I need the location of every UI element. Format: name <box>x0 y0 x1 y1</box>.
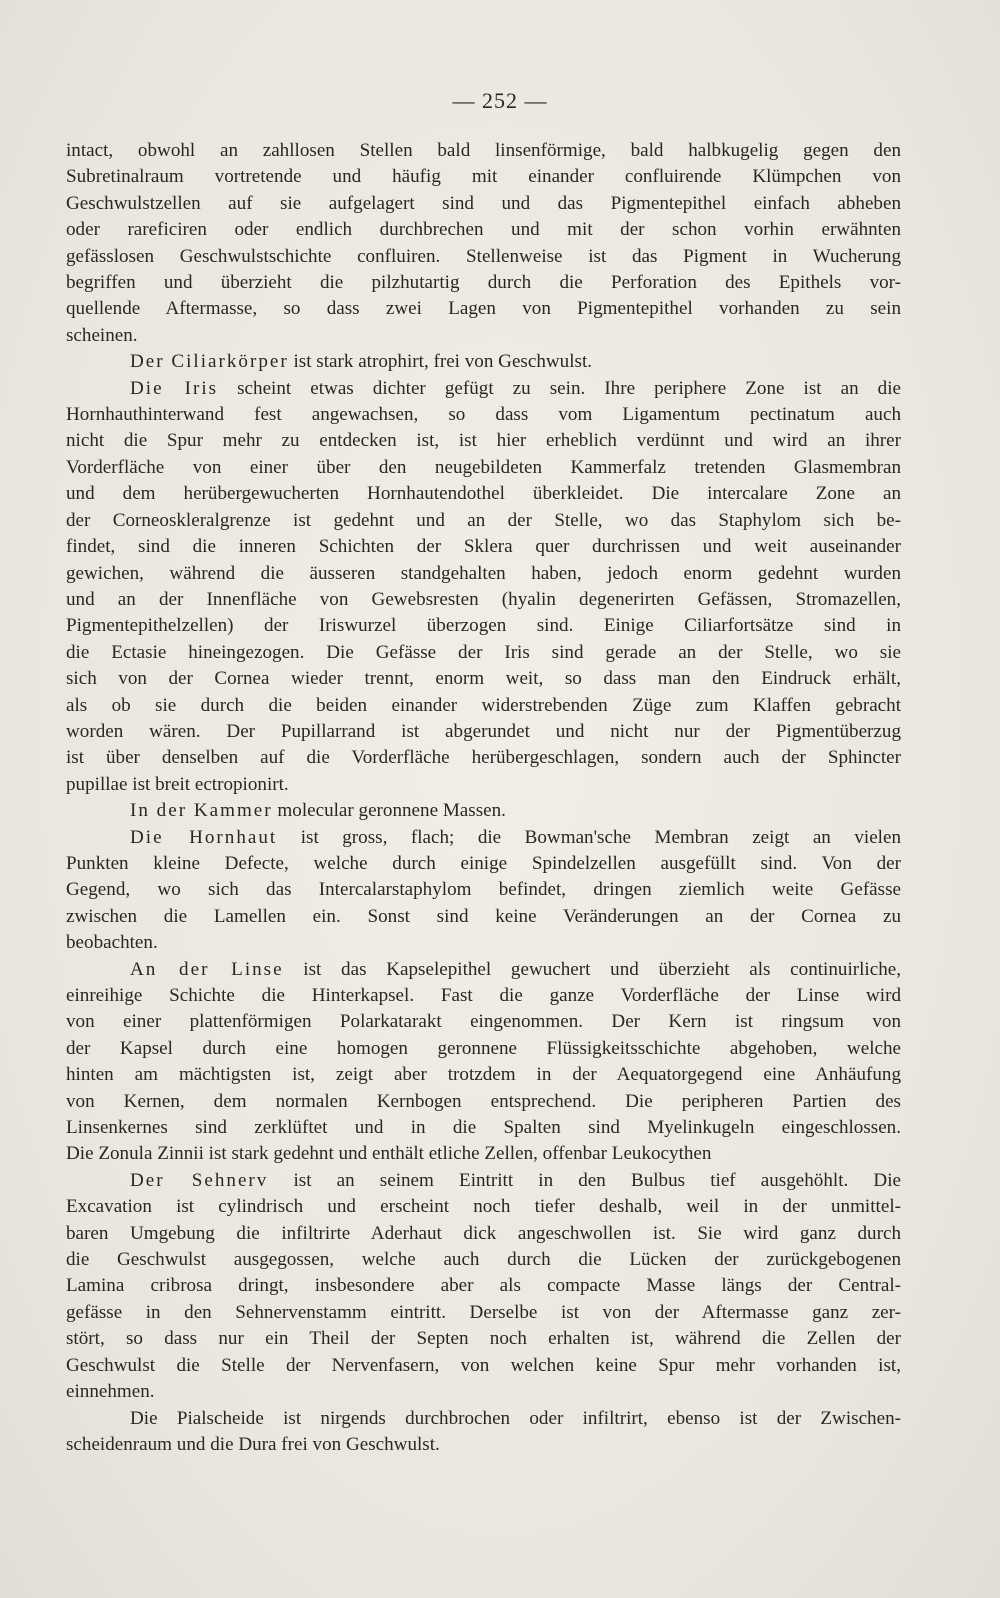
spaced-term: An der Linse <box>130 958 284 980</box>
text-line: Die Iris scheint etwas dichter gefügt zu sein. Ihre periphere Zone ist an die <box>130 377 902 399</box>
text-line: hinten am mächtigsten ist, zeigt aber trotzdem in der Aequatorgegend eine Anhäufung <box>66 1064 901 1086</box>
text-line: Excavation ist cylindrisch und erscheint noch tiefer deshalb, weil in der unmittel- <box>66 1196 901 1218</box>
text-line: Geschwulst die Stelle der Nervenfasern, von welchen keine Spur mehr vorhanden ist, <box>66 1354 901 1376</box>
text-line: Der Sehnerv ist an seinem Eintritt in den Bulbus tief ausgehöhlt. Die <box>130 1169 901 1191</box>
text-line: Lamina cribrosa dringt, insbesondere aber als compacte Masse längs der Central- <box>66 1275 901 1297</box>
spaced-term: Die Iris <box>130 377 219 399</box>
text-line: der Kapsel durch eine homogen geronnene Flüssigkeitsschichte abgehoben, welche <box>66 1037 901 1059</box>
text-line: gewichen, während die äusseren standgehalten haben, jedoch enorm gedehnt wurden <box>66 562 901 584</box>
spaced-term: Der Ciliarkörper <box>130 351 289 373</box>
paragraph <box>66 349 901 375</box>
text-line: einnehmen. <box>66 1381 155 1403</box>
text-line: Gegend, wo sich das Intercalarstaphylom befindet, dringen ziemlich weite Gefässe <box>66 879 901 901</box>
text-line: quellende Aftermasse, so dass zwei Lagen von Pigmentepithel vorhanden zu sein <box>66 298 901 320</box>
text-line: In der Kammer molecular geronnene Massen. <box>130 800 506 822</box>
text-line: oder rareficiren oder endlich durchbrechen und mit der schon vorhin erwähnten <box>66 219 901 241</box>
text-line: sich von der Cornea wieder trennt, enorm weit, so dass man den Eindruck erhält, <box>66 668 901 690</box>
text-line: der Corneoskleralgrenze ist gedehnt und an der Stelle, wo das Staphylom sich be- <box>66 509 901 531</box>
text-line: Geschwulstzellen auf sie aufgelagert sind und das Pigmentepithel einfach abheben <box>66 192 901 214</box>
text-line: von Kernen, dem normalen Kernbogen entsprechend. Die peripheren Partien des <box>66 1090 901 1112</box>
text-line: scheidenraum und die Dura frei von Geschwulst. <box>66 1433 440 1455</box>
text-line: An der Linse ist das Kapselepithel gewuchert und überzieht als continuirliche, <box>130 958 902 980</box>
text-line: Der Ciliarkörper ist stark atrophirt, frei von Geschwulst. <box>130 351 593 373</box>
text-line: von einer plattenförmigen Polarkatarakt eingenommen. Der Kern ist ringsum von <box>66 1011 901 1033</box>
text-line: als ob sie durch die beiden einander widerstrebenden Züge zum Klaffen gebracht <box>66 694 901 716</box>
text-line: zwischen die Lamellen ein. Sonst sind keine Veränderungen an der Cornea zu <box>66 905 901 927</box>
text-line: nicht die Spur mehr zu entdecken ist, ist hier erheblich verdünnt und wird an ihrer <box>66 430 901 452</box>
spaced-term: Die Hornhaut <box>130 826 278 848</box>
text-line: Hornhauthinterwand fest angewachsen, so dass vom Ligamentum pectinatum auch <box>66 404 901 426</box>
text-line: intact, obwohl an zahllosen Stellen bald linsenförmige, bald halbkugelig gegen den <box>66 140 901 161</box>
paragraph <box>66 1168 901 1406</box>
text-line: Linsenkernes sind zerklüftet und in die Spalten sind Myelinkugeln eingeschlossen. <box>66 1117 901 1139</box>
text-line: gefässe in den Sehnervenstamm eintritt. Derselbe ist von der Aftermasse ganz zer- <box>66 1301 901 1323</box>
text-line: Subretinalraum vortretende und häufig mit einander confluirende Klümpchen von <box>66 166 901 188</box>
paragraph <box>66 957 901 1168</box>
text-line: Die Hornhaut ist gross, flach; die Bowman'sche Membran zeigt an vielen <box>130 826 901 848</box>
text-line: scheinen. <box>66 324 138 346</box>
paragraph <box>66 376 901 799</box>
text-line: pupillae ist breit ectropionirt. <box>66 773 289 795</box>
text-line: baren Umgebung die infiltrirte Aderhaut dick angeschwollen ist. Sie wird ganz durch <box>66 1222 901 1244</box>
text-line: ist über denselben auf die Vorderfläche herübergeschlagen, sondern auch der Sphincter <box>66 747 901 769</box>
text-line: beobachten. <box>66 932 158 954</box>
paragraph <box>66 825 901 957</box>
text-line: worden wären. Der Pupillarrand ist abgerundet und nicht nur der Pigmentüberzug <box>66 720 901 742</box>
text-line: findet, sind die inneren Schichten der Sklera quer durchrissen und weit auseinander <box>66 536 901 558</box>
spaced-term: In der Kammer <box>130 800 273 822</box>
text-line: und dem herübergewucherten Hornhautendothel überkleidet. Die intercalare Zone an <box>66 483 901 505</box>
spaced-term: Der Sehnerv <box>130 1169 269 1191</box>
text-line: Die Pialscheide ist nirgends durchbrochen oder infiltrirt, ebenso ist der Zwischen- <box>130 1407 901 1429</box>
text-line: Pigmentepithelzellen) der Iriswurzel überzogen sind. Einige Ciliarfortsätze sind in <box>66 615 901 637</box>
paragraph <box>66 798 901 824</box>
text-line: Vorderfläche von einer über den neugebildeten Kammerfalz tretenden Glasmembran <box>66 456 901 478</box>
text-line: einreihige Schichte die Hinterkapsel. Fast die ganze Vorderfläche der Linse wird <box>66 985 901 1006</box>
paragraph <box>66 138 901 349</box>
page-number: — 252 — <box>452 88 548 113</box>
text-line: gefässlosen Geschwulstschichte confluiren. Stellenweise ist das Pigment in Wucherung <box>66 245 901 267</box>
text-line: Die Zonula Zinnii ist stark gedehnt und enthält etliche Zellen, offenbar Leukocythen <box>66 1143 712 1165</box>
text-line: Punkten kleine Defecte, welche durch einige Spindelzellen ausgefüllt sind. Von der <box>66 852 901 874</box>
text-line: und an der Innenfläche von Gewebsresten (hyalin degenerirten Gefässen, Stromazellen, <box>66 588 901 610</box>
text-line: stört, so dass nur ein Theil der Septen noch erhalten ist, während die Zellen der <box>66 1328 901 1350</box>
body-text <box>66 138 901 1458</box>
text-line: begriffen und überzieht die pilzhutartig durch die Perforation des Epithels vor- <box>66 272 901 294</box>
paragraph <box>66 1406 901 1459</box>
text-line: die Ectasie hineingezogen. Die Gefässe der Iris sind gerade an der Stelle, wo sie <box>66 641 901 663</box>
text-line: die Geschwulst ausgegossen, welche auch durch die Lücken der zurückgebogenen <box>66 1249 901 1271</box>
